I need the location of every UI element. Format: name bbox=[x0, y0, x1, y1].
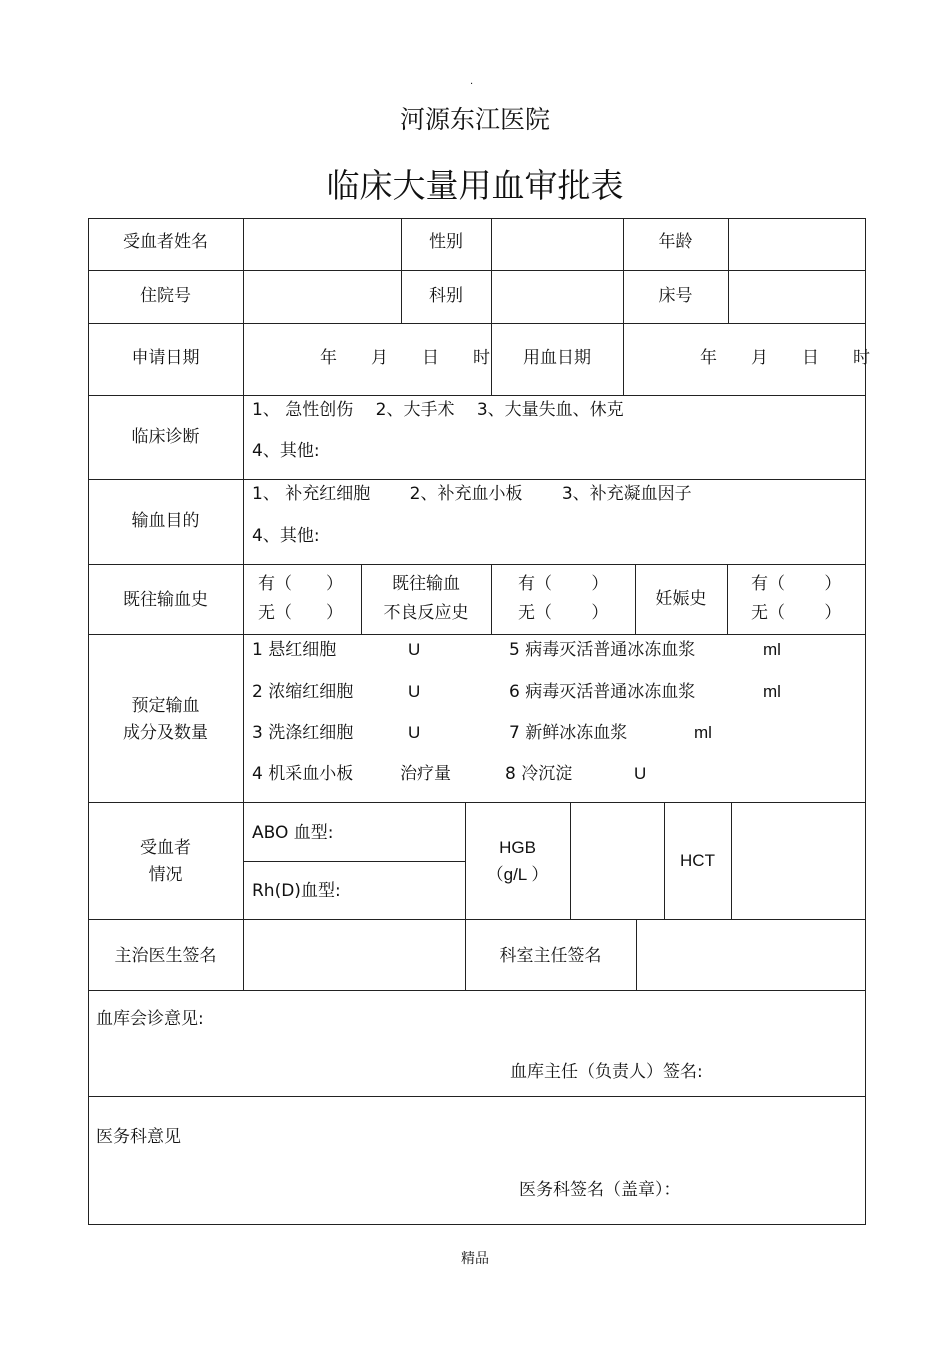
age-field[interactable] bbox=[729, 219, 865, 270]
hgb-label: HGB bbox=[499, 838, 536, 857]
component-item-name: 5 病毒灭活普通冰冻血浆 bbox=[509, 640, 696, 660]
department-director-label: 科室主任签名 bbox=[499, 946, 602, 966]
apply-date-label: 申请日期 bbox=[131, 348, 200, 368]
apply-date-field[interactable]: 年 月 日 时 bbox=[320, 348, 490, 368]
abo-blood-type-field[interactable]: ABO 血型: bbox=[252, 823, 334, 843]
component-item-name: 7 新鲜冰冻血浆 bbox=[509, 723, 628, 743]
footer-text: 精品 bbox=[461, 1251, 489, 1267]
component-item-unit[interactable]: U bbox=[408, 682, 421, 701]
department-director-signature-field[interactable] bbox=[637, 920, 865, 990]
adverse-reaction-no[interactable]: 无（ ） bbox=[518, 603, 609, 623]
recipient-label-line2: 情况 bbox=[148, 865, 183, 885]
hgb-unit-label: （g/L ） bbox=[486, 865, 549, 884]
diagnosis-options[interactable]: 1、 急性创伤 2、大手术 3、大量失血、休克 bbox=[252, 400, 624, 420]
purpose-options[interactable]: 1、 补充红细胞 2、补充血小板 3、补充凝血因子 bbox=[252, 484, 692, 504]
component-item-name: 6 病毒灭活普通冰冻血浆 bbox=[509, 682, 696, 702]
component-item-name: 2 浓缩红细胞 bbox=[252, 682, 354, 702]
age-label: 年龄 bbox=[658, 232, 693, 252]
component-item-unit[interactable]: ml bbox=[694, 723, 712, 742]
pregnancy-history-yes[interactable]: 有（ ） bbox=[751, 574, 842, 594]
hgb-field[interactable] bbox=[571, 803, 664, 919]
medical-affairs-signature-label: 医务科签名（盖章）： bbox=[519, 1180, 681, 1200]
pregnancy-history-label: 妊娠史 bbox=[655, 589, 707, 609]
medical-affairs-opinion-label: 医务科意见 bbox=[96, 1127, 181, 1147]
admission-number-label: 住院号 bbox=[140, 286, 191, 306]
form-title: 临床大量用血审批表 bbox=[326, 166, 624, 205]
transfusion-history-label: 既往输血史 bbox=[123, 590, 208, 610]
recipient-label-line1: 受血者 bbox=[140, 838, 191, 858]
attending-doctor-label: 主治医生签名 bbox=[114, 946, 217, 966]
transfusion-history-yes[interactable]: 有（ ） bbox=[258, 574, 343, 594]
blood-bank-opinion-label: 血库会诊意见: bbox=[96, 1009, 204, 1029]
sex-field[interactable] bbox=[492, 219, 623, 270]
components-label-line2: 成分及数量 bbox=[123, 723, 208, 743]
diagnosis-other[interactable]: 4、其他: bbox=[252, 441, 320, 461]
department-label: 科别 bbox=[429, 286, 463, 306]
attending-doctor-signature-field[interactable] bbox=[244, 920, 465, 990]
component-item-name: 3 洗涤红细胞 bbox=[252, 723, 354, 743]
department-field[interactable] bbox=[492, 271, 623, 323]
component-item-unit[interactable]: U bbox=[408, 723, 421, 742]
sex-label: 性别 bbox=[429, 232, 463, 252]
transfusion-history-no[interactable]: 无（ ） bbox=[258, 603, 343, 623]
purpose-label: 输血目的 bbox=[131, 511, 200, 531]
blood-bank-signature-label: 血库主任（负责人）签名: bbox=[510, 1062, 703, 1082]
use-date-label: 用血日期 bbox=[523, 348, 591, 368]
diagnosis-label: 临床诊断 bbox=[131, 427, 200, 447]
header-dot: . bbox=[470, 76, 474, 87]
hct-label: HCT bbox=[680, 851, 715, 870]
patient-name-field[interactable] bbox=[244, 219, 401, 270]
component-item-unit[interactable]: ml bbox=[763, 640, 781, 659]
patient-name-label: 受血者姓名 bbox=[123, 232, 208, 252]
bed-number-label: 床号 bbox=[658, 286, 693, 306]
hct-field[interactable] bbox=[732, 803, 865, 919]
component-item-unit[interactable]: ml bbox=[763, 682, 781, 701]
component-item-unit[interactable]: U bbox=[634, 764, 647, 783]
bed-number-field[interactable] bbox=[729, 271, 865, 323]
hospital-name: 河源东江医院 bbox=[399, 105, 550, 134]
component-item-name: 1 悬红细胞 bbox=[252, 640, 337, 660]
component-item-name: 4 机采血小板 bbox=[252, 764, 354, 784]
adverse-reaction-label-line2: 不良反应史 bbox=[383, 603, 469, 623]
component-item-unit[interactable]: 治疗量 bbox=[400, 764, 451, 784]
components-label-line1: 预定输血 bbox=[131, 696, 200, 716]
adverse-reaction-label-line1: 既往输血 bbox=[392, 574, 460, 594]
use-date-field[interactable]: 年 月 日 时 bbox=[700, 348, 870, 368]
admission-number-field[interactable] bbox=[244, 271, 401, 323]
rh-blood-type-field[interactable]: Rh(D)血型: bbox=[252, 881, 341, 901]
component-item-name: 8 冷沉淀 bbox=[505, 764, 573, 784]
purpose-other[interactable]: 4、其他: bbox=[252, 526, 320, 546]
pregnancy-history-no[interactable]: 无（ ） bbox=[751, 603, 842, 623]
component-item-unit[interactable]: U bbox=[408, 640, 421, 659]
adverse-reaction-yes[interactable]: 有（ ） bbox=[518, 574, 609, 594]
